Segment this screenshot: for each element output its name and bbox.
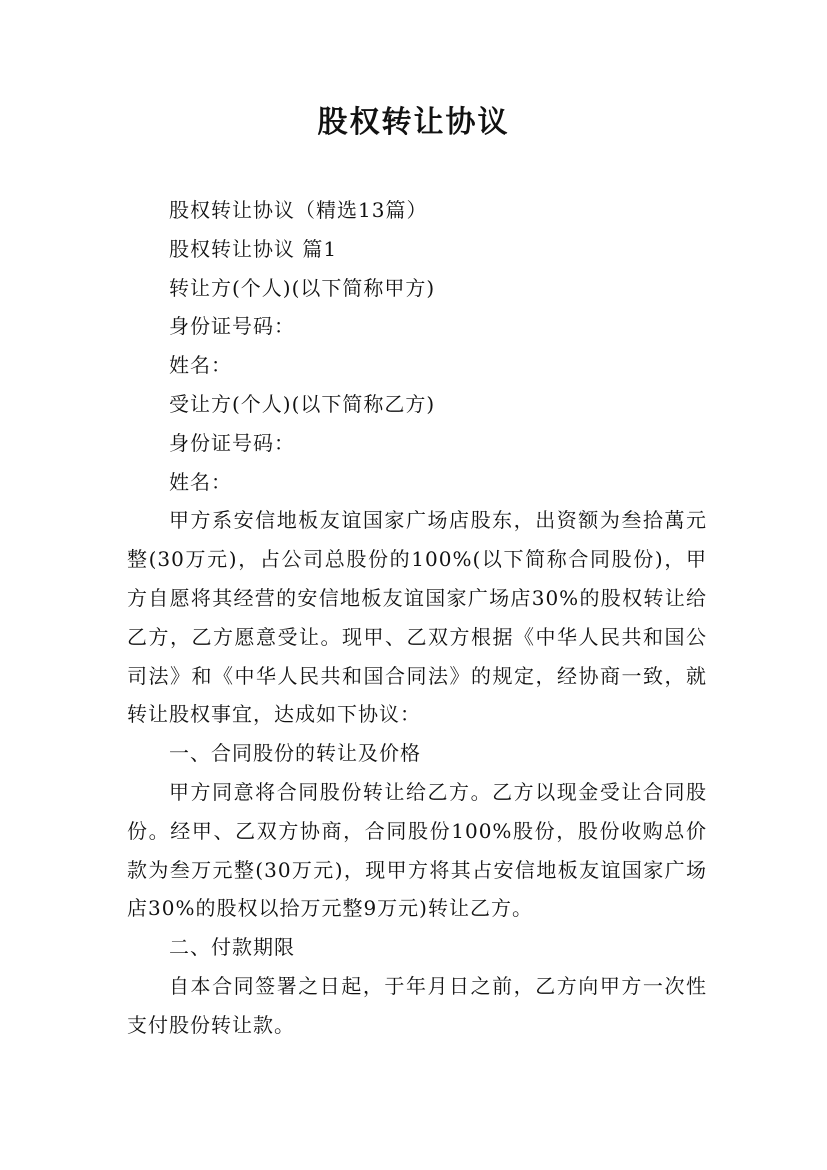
paragraph-heading-payment: 二、付款期限 — [169, 935, 295, 960]
paragraph-transferee-name: 姓名： — [169, 469, 232, 494]
paragraph-price: 甲方同意将合同股份转让给乙方。乙方以现金受让合同股份。经甲、乙双方协商，合同股份100%股份，股份收购总价款为叁万元整(30万元)，现甲方将其占安信地板友谊国家广场店30%的股权以拾万元整9万元)转让乙方。 — [127, 779, 707, 921]
paragraph-section-title: 股权转让协议 篇1 — [169, 236, 338, 261]
paragraph-background: 甲方系安信地板友谊国家广场店股东，出资额为叁拾萬元整(30万元)，占公司总股份的100%(以下简称合同股份)，甲方自愿将其经营的安信地板友谊国家广场店30%的股权转让给乙方，乙方愿意受让。现甲、乙双方根据《中华人民共和国公司法》和《中华人民共和国合同法》的规定，经协商一致，就转让股权事宜，达成如下协议： — [127, 508, 707, 727]
paragraph-transferor-name: 姓名： — [169, 353, 232, 378]
document-body — [127, 191, 707, 1045]
paragraph-transferor-id: 身份证号码： — [169, 314, 295, 339]
paragraph-transferor: 转让方(个人)(以下简称甲方) — [169, 275, 436, 300]
paragraph-subtitle: 股权转让协议（精选13篇） — [169, 198, 428, 222]
paragraph-transferee-id: 身份证号码： — [169, 430, 295, 455]
paragraph-transferee: 受让方(个人)(以下简称乙方) — [169, 391, 436, 416]
paragraph-payment: 自本合同签署之日起，于年月日之前，乙方向甲方一次性支付股份转让款。 — [127, 973, 707, 1037]
paragraph-heading-price: 一、合同股份的转让及价格 — [169, 741, 421, 766]
document-title: 股权转让协议 — [317, 105, 510, 140]
